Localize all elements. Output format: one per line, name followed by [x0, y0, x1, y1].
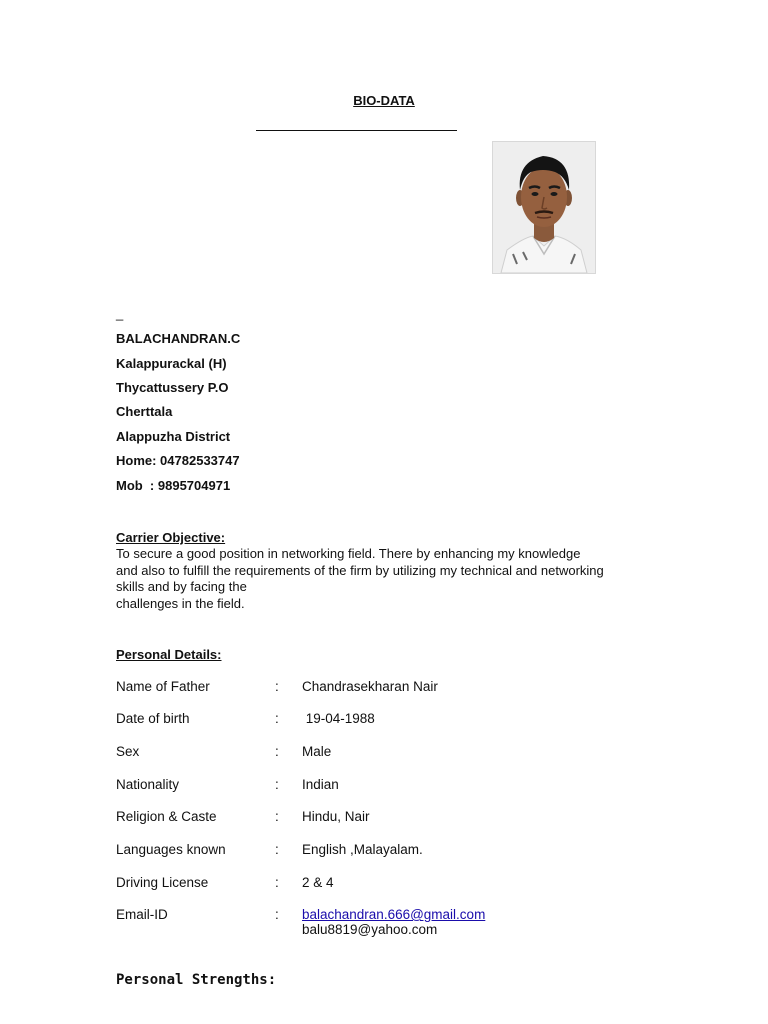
objective-line: skills and by facing the — [116, 579, 247, 594]
objective-line: challenges in the field. — [116, 595, 245, 611]
detail-label-driving: Driving License — [116, 875, 209, 890]
detail-colon: : — [275, 711, 279, 726]
address-town: Cherttala — [116, 404, 173, 419]
detail-label-father: Name of Father — [116, 679, 210, 694]
detail-colon: : — [275, 907, 279, 922]
detail-colon: : — [275, 875, 279, 890]
title-underline-rule — [256, 130, 457, 131]
mobile-phone: Mob : 9895704971 — [116, 478, 231, 493]
detail-value-sex: Male — [302, 744, 332, 759]
detail-label-languages: Languages known — [116, 842, 226, 857]
detail-value-driving: 2 & 4 — [302, 875, 334, 890]
detail-label-nationality: Nationality — [116, 777, 180, 792]
email-yahoo: balu8819@yahoo.com — [302, 922, 438, 937]
profile-photo — [492, 141, 596, 274]
address-post-office: Thycattussery P.O — [116, 380, 229, 395]
detail-label-religion: Religion & Caste — [116, 809, 217, 824]
detail-colon: : — [275, 744, 279, 759]
email-link-gmail[interactable]: balachandran.666@gmail.com — [302, 907, 486, 922]
detail-colon: : — [275, 777, 279, 792]
address-district: Alappuzha District — [116, 429, 231, 444]
detail-value-nationality: Indian — [302, 777, 339, 792]
objective-text — [116, 546, 676, 612]
objective-heading: Carrier Objective: — [116, 530, 226, 545]
detail-colon: : — [275, 809, 279, 824]
detail-value-dob: 19-04-1988 — [302, 711, 375, 726]
detail-label-email: Email-ID — [116, 907, 168, 922]
home-phone: Home: 04782533747 — [116, 453, 240, 468]
personal-strengths-heading: Personal Strengths: — [116, 972, 277, 988]
detail-colon: : — [275, 842, 279, 857]
objective-line: and also to fulfill the requirements of the firm by utilizing my technical and networking — [116, 562, 604, 578]
detail-value-languages: English ,Malayalam. — [302, 842, 423, 857]
detail-value-father: Chandrasekharan Nair — [302, 679, 438, 694]
detail-label-dob: Date of birth — [116, 711, 190, 726]
detail-label-sex: Sex — [116, 744, 140, 759]
detail-value-religion: Hindu, Nair — [302, 809, 370, 824]
detail-value-email — [302, 907, 485, 937]
objective-line: To secure a good position in networking field. There by enhancing my knowledge — [116, 546, 581, 561]
applicant-name: BALACHANDRAN.C — [116, 331, 241, 346]
stray-dash-mark: _ — [116, 306, 124, 321]
detail-colon: : — [275, 679, 279, 694]
personal-details-heading: Personal Details: — [116, 647, 222, 662]
portrait-image — [493, 142, 595, 273]
address-house: Kalappurackal (H) — [116, 356, 227, 371]
page-title: BIO-DATA — [353, 93, 415, 108]
